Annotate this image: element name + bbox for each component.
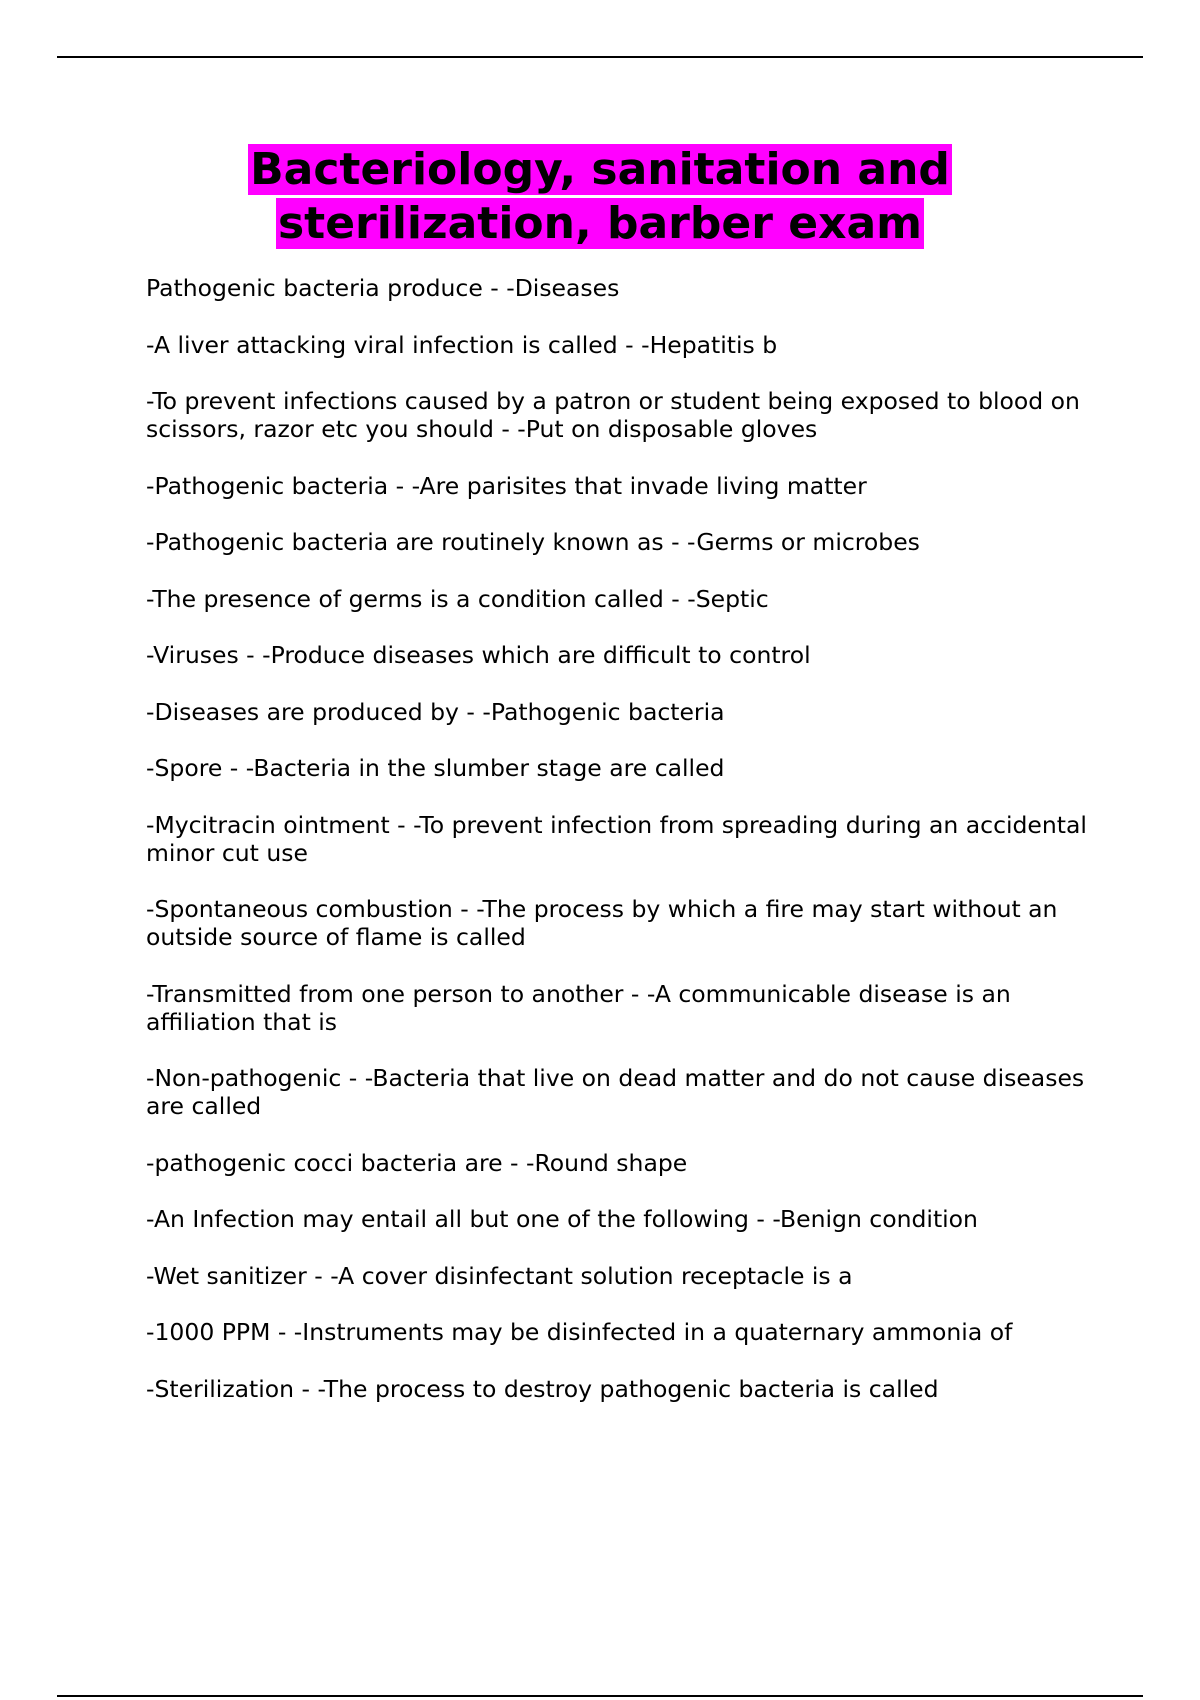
qa-item: -Mycitracin ointment - -To prevent infection from spreading during an accidental minor cut use (146, 810, 1087, 867)
qa-item: -To prevent infections caused by a patron or student being exposed to blood on scissors, razor etc you should - -Put on disposable gloves (146, 387, 1080, 443)
qa-item: -1000 PPM - -Instruments may be disinfected in a quaternary ammonia of (146, 1318, 1013, 1346)
qa-item: -A liver attacking viral infection is called - -Hepatitis b (146, 330, 778, 359)
qa-item: Pathogenic bacteria produce - -Diseases (146, 274, 620, 302)
qa-item: -The presence of germs is a condition called - -Septic (146, 584, 769, 613)
qa-list (146, 274, 1096, 1431)
document-title (0, 143, 1200, 251)
qa-item: -Non-pathogenic - -Bacteria that live on dead matter and do not cause diseases are called (146, 1064, 1085, 1120)
qa-item: -An Infection may entail all but one of the following - -Benign condition (146, 1205, 978, 1233)
top-rule (57, 56, 1143, 58)
qa-item: -Spore - -Bacteria in the slumber stage are called (146, 754, 725, 782)
title-line-1 (0, 143, 1200, 197)
title-line-2 (0, 197, 1200, 251)
qa-item: -Sterilization - -The process to destroy pathogenic bacteria is called (146, 1374, 939, 1403)
qa-item: -pathogenic cocci bacteria are - -Round shape (146, 1148, 688, 1177)
qa-item: -Viruses - -Produce diseases which are difficult to control (146, 641, 811, 669)
qa-item: -Pathogenic bacteria - -Are parisites that invade living matter (146, 471, 867, 500)
title-highlight-2: sterilization, barber exam (277, 198, 922, 249)
title-highlight-1: Bacteriology, sanitation and (250, 144, 950, 195)
qa-item: -Spontaneous combustion - -The process by which a fire may start without an outside source of flame is called (146, 895, 1058, 951)
qa-item: -Transmitted from one person to another - -A communicable disease is an affiliation that is (146, 979, 1011, 1036)
qa-item: -Pathogenic bacteria are routinely known as - -Germs or microbes (146, 528, 920, 556)
bottom-rule (57, 1695, 1143, 1697)
qa-item: -Wet sanitizer - -A cover disinfectant solution receptacle is a (146, 1261, 853, 1290)
qa-item: -Diseases are produced by - -Pathogenic bacteria (146, 697, 725, 726)
